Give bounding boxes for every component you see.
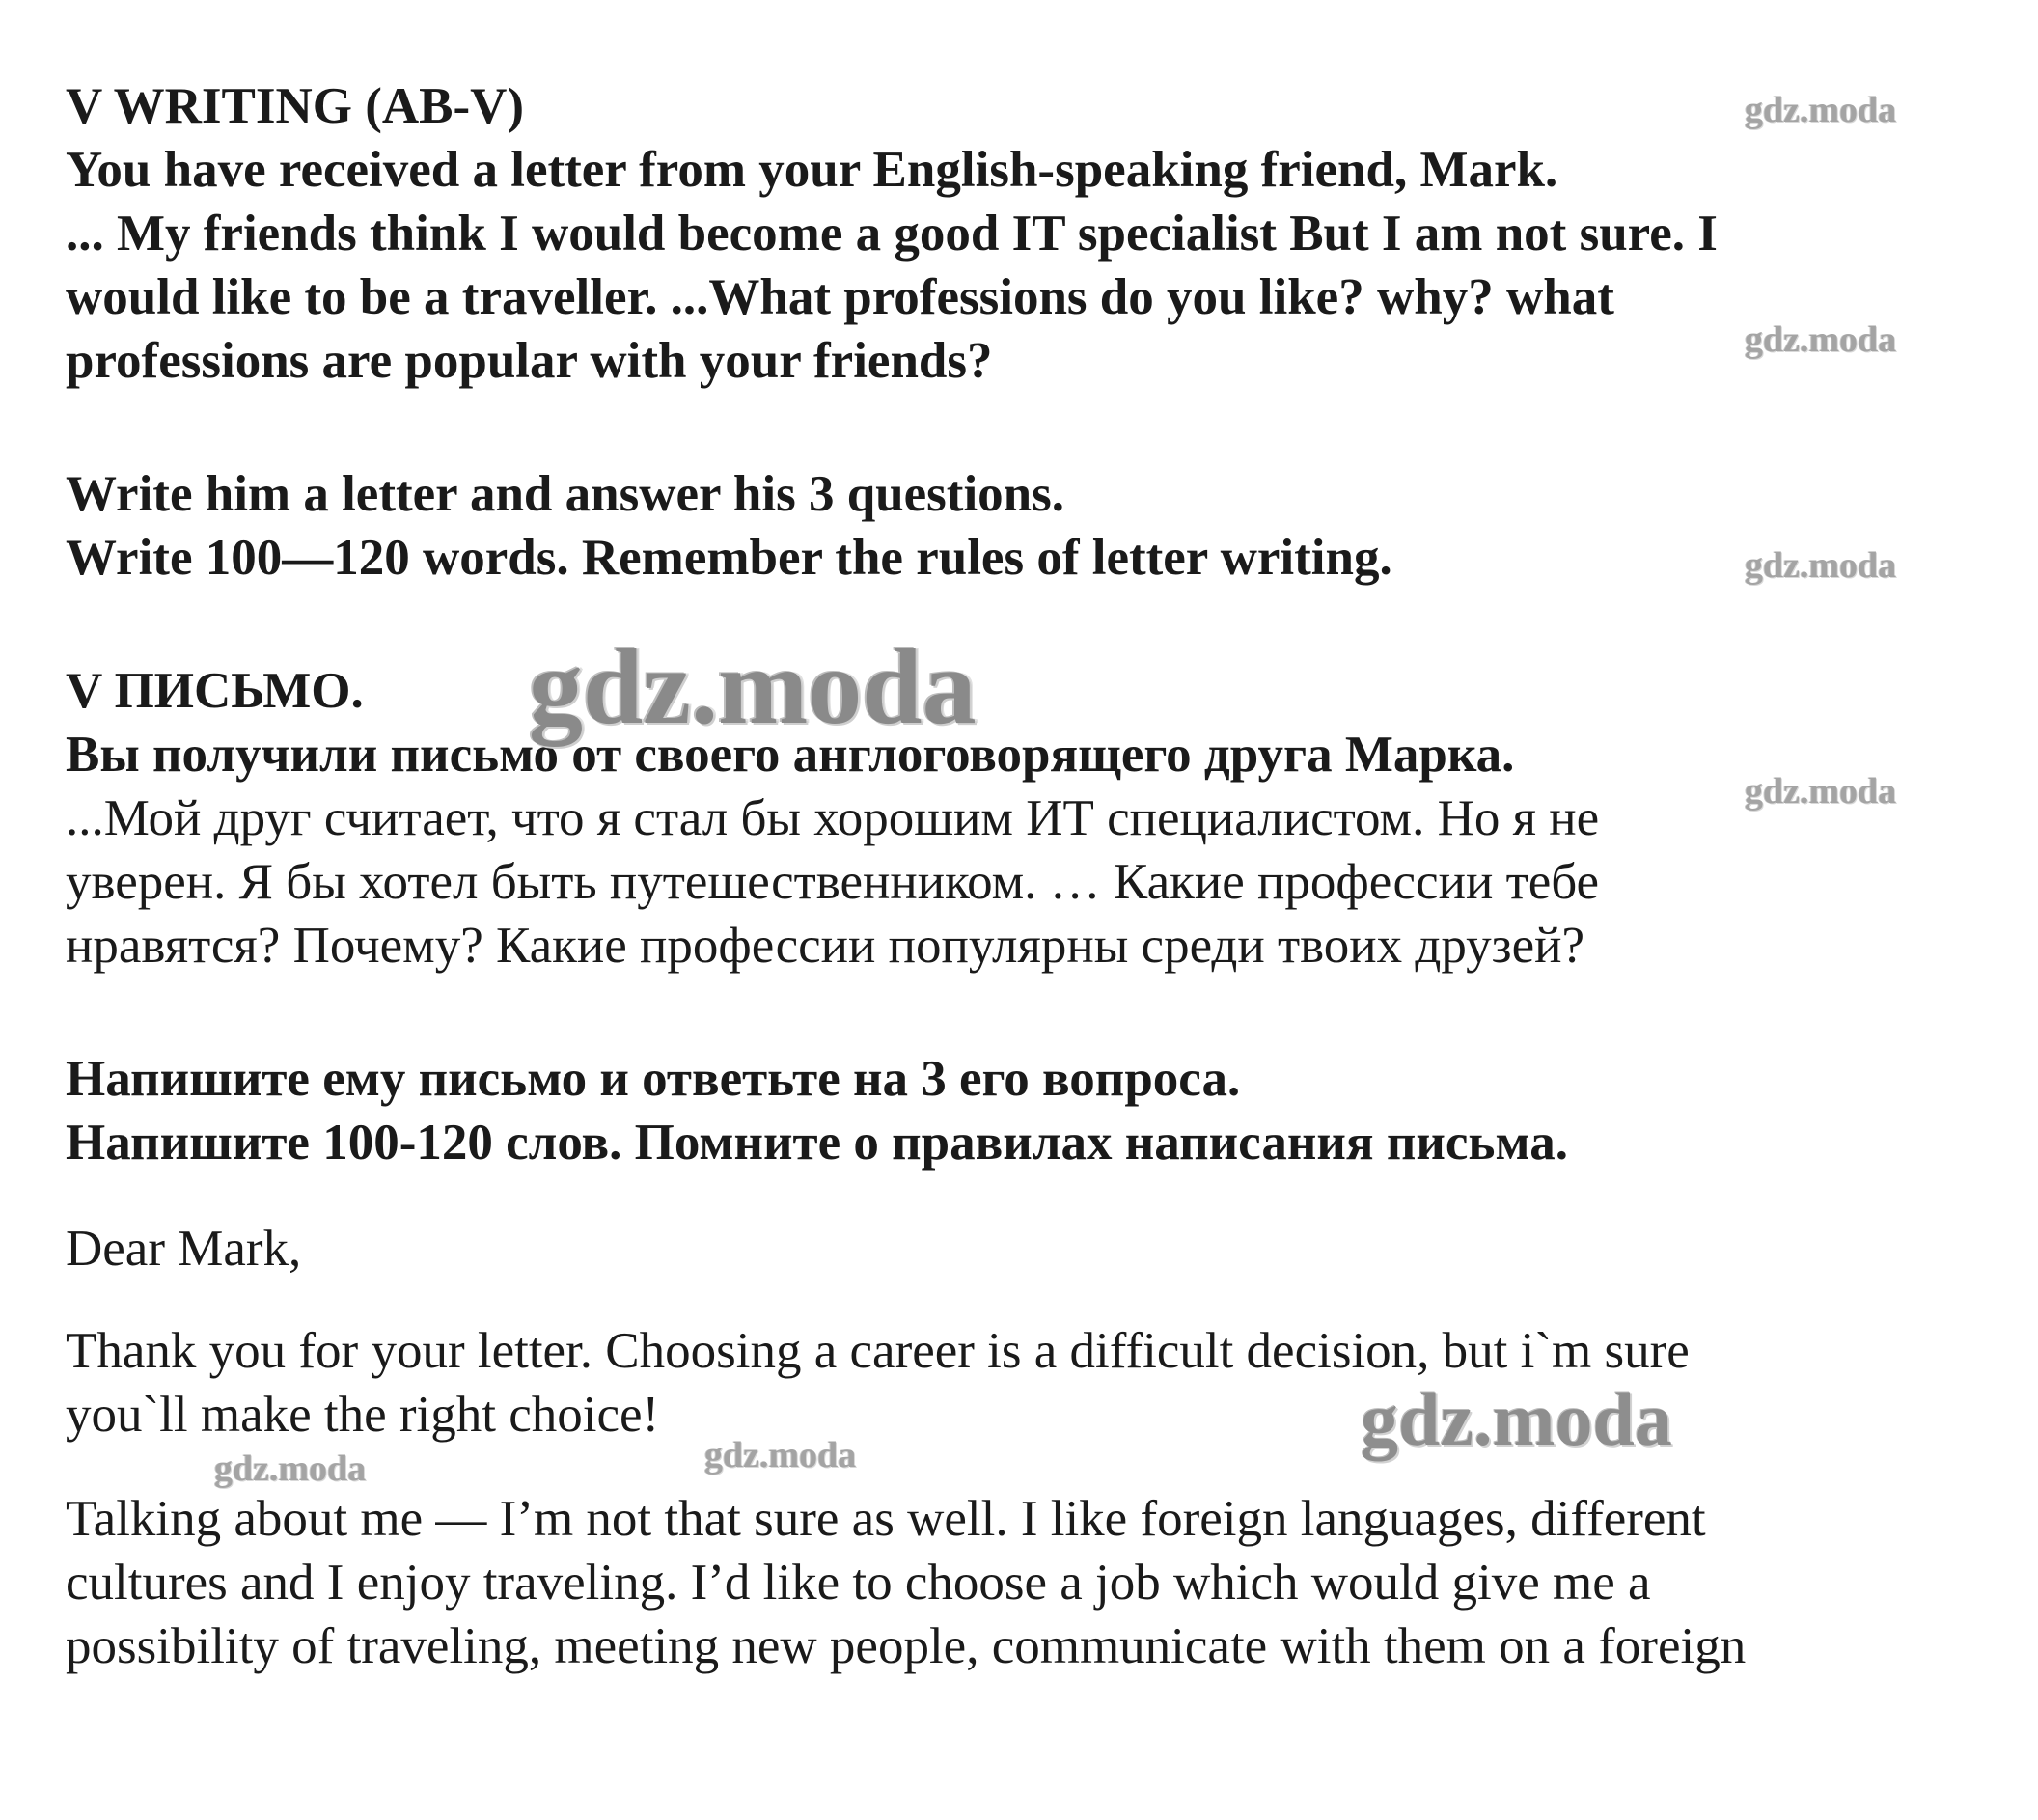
watermark-medium: gdz.moda (1361, 1377, 1672, 1461)
letter-english-line-2: would like to be a traveller. ...What professions do you like? why? what (66, 269, 1614, 325)
letter-russian-line-1: ...Мой друг считает, что я стал бы хорошим ИТ специалистом. Но я не (66, 790, 1600, 846)
instruction-russian-1: Напишите ему письмо и ответьте на 3 его вопроса. (66, 1051, 1241, 1107)
instruction-russian-2: Напишите 100-120 слов. Помните о правилах написания письма. (66, 1115, 1568, 1171)
watermark: gdz.moda (704, 1435, 857, 1475)
watermark: gdz.moda (1745, 319, 1897, 360)
letter-greeting: Dear Mark, (66, 1221, 302, 1277)
watermark: gdz.moda (1745, 771, 1897, 812)
letter-english-line-3: professions are popular with your friends? (66, 333, 993, 389)
letter-english-line-1: ... My friends think I would become a good IT specialist But I am not sure. I (66, 206, 1718, 262)
answer-paragraph-2-line-1: Talking about me — I’m not that sure as well. I like foreign languages, different (66, 1491, 1706, 1547)
watermark: gdz.moda (214, 1448, 367, 1489)
watermark-large: gdz.moda (529, 627, 977, 747)
answer-paragraph-1-line-2: you`ll make the right choice! (66, 1387, 660, 1443)
instruction-english-1: Write him a letter and answer his 3 questions. (66, 466, 1065, 522)
intro-english: You have received a letter from your English-speaking friend, Mark. (66, 142, 1558, 198)
answer-paragraph-2-line-3: possibility of traveling, meeting new people, communicate with them on a foreign (66, 1618, 1747, 1674)
instruction-english-2: Write 100—120 words. Remember the rules of letter writing. (66, 530, 1392, 586)
answer-paragraph-2-line-2: cultures and I enjoy traveling. I’d like to choose a job which would give me a (66, 1555, 1651, 1611)
intro-russian: Вы получили письмо от своего англоговорящего друга Марка. (66, 727, 1515, 783)
heading-russian: V ПИСЬМО. (66, 663, 364, 719)
letter-russian-line-2: уверен. Я бы хотел быть путешественником. … Какие профессии тебе (66, 854, 1600, 910)
watermark: gdz.moda (1745, 90, 1897, 130)
letter-russian-line-3: нравятся? Почему? Какие профессии популярны среди твоих друзей? (66, 918, 1585, 974)
heading-english: V WRITING (AB-V) (66, 78, 525, 134)
watermark: gdz.moda (1745, 545, 1897, 586)
answer-paragraph-1-line-1: Thank you for your letter. Choosing a career is a difficult decision, but i`m sure (66, 1323, 1690, 1379)
